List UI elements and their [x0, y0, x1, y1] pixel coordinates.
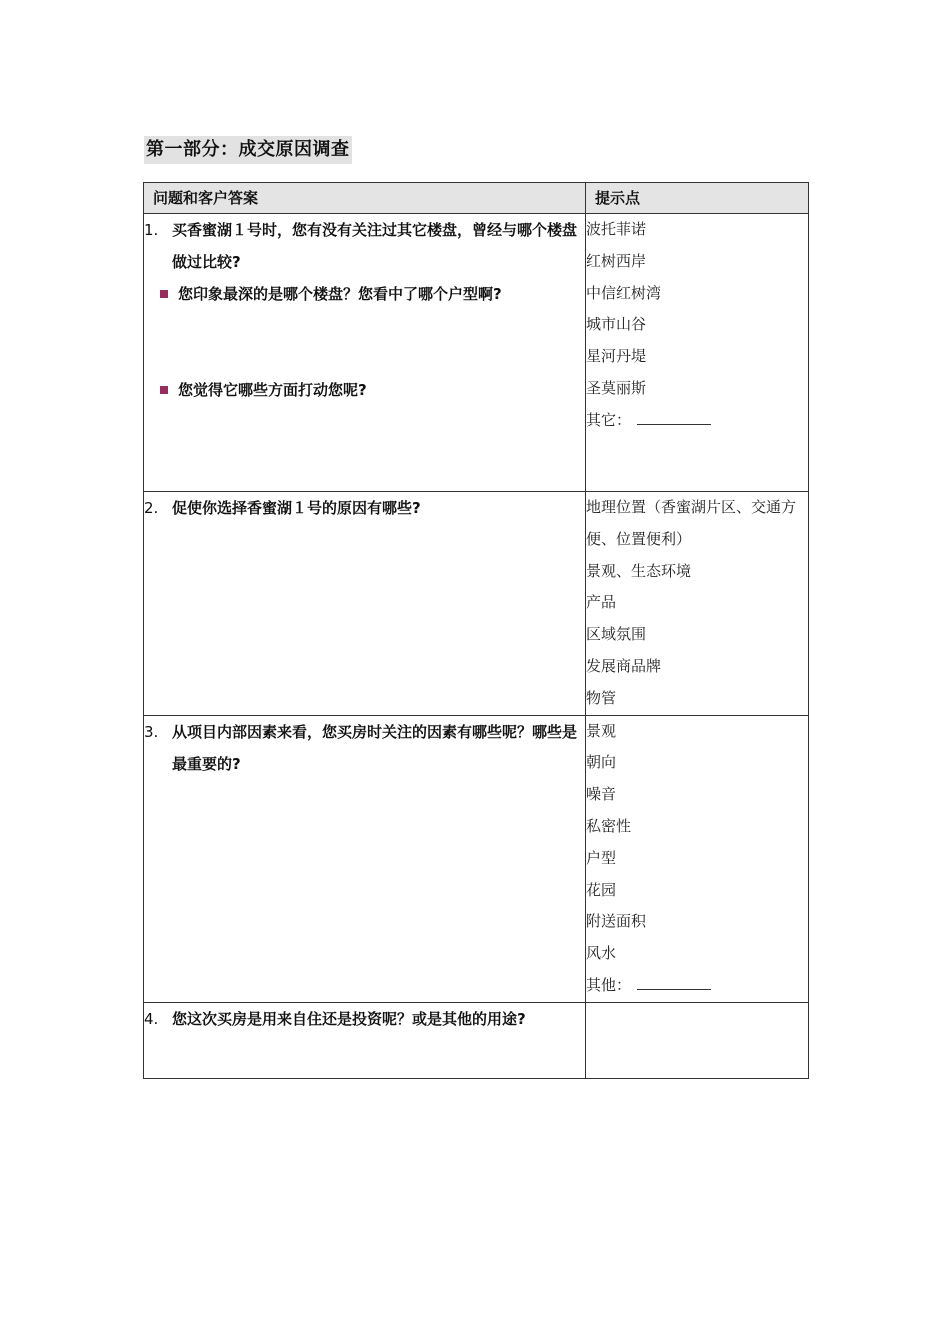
- hint-item: 私密性: [586, 816, 632, 835]
- fill-in-blank[interactable]: [637, 406, 711, 425]
- hint-item: 产品: [586, 593, 617, 612]
- hint-item: 户型: [586, 848, 617, 867]
- sub-question-text: 您印象最深的是哪个楼盘？您看中了哪个户型啊?: [178, 285, 502, 303]
- table-row: [144, 1002, 809, 1078]
- sub-question: [144, 278, 585, 310]
- hints-cell: [586, 715, 809, 1002]
- hint-item: 地理位置（香蜜湖片区、交通方便、位置便利）: [586, 498, 797, 548]
- question-cell: [144, 1002, 586, 1078]
- question-text: 促使你选择香蜜湖１号的原因有哪些?: [172, 499, 421, 517]
- question-text: 您这次买房是用来自住还是投资呢？或是其他的用途?: [172, 1009, 526, 1028]
- table-header-row: [144, 183, 809, 214]
- table-row: [144, 214, 809, 492]
- question-cell: [144, 214, 586, 492]
- hint-item: 红树西岸: [586, 251, 647, 270]
- hint-item: 附送面积: [586, 912, 647, 931]
- hint-other: [586, 405, 808, 437]
- question: [144, 1003, 585, 1035]
- header-hints: 提示点: [586, 183, 809, 214]
- question-text: 买香蜜湖１号时，您有没有关注过其它楼盘，曾经与哪个楼盘做过比较?: [172, 221, 578, 271]
- hint-item: 中信红树湾: [586, 283, 662, 302]
- hint-item: 物管: [586, 688, 617, 707]
- section-title: 第一部分：成交原因调查: [144, 136, 352, 164]
- hints-cell: [586, 214, 809, 492]
- question-cell: [144, 492, 586, 716]
- hint-item: 景观、生态环境: [586, 561, 692, 580]
- question: [144, 716, 585, 780]
- table-row: [144, 715, 809, 1002]
- question-number: 4.: [144, 1009, 159, 1028]
- header-question: 问题和客户答案: [144, 183, 586, 214]
- sub-question: [144, 374, 585, 406]
- hint-item: 区域氛围: [586, 625, 647, 644]
- question-cell: [144, 715, 586, 1002]
- hint-item: 圣莫丽斯: [586, 378, 647, 397]
- hints-cell: [586, 1002, 809, 1078]
- question: [144, 492, 585, 524]
- survey-table: [143, 182, 809, 1079]
- question-number: 3.: [144, 722, 159, 741]
- other-label: 其他：: [586, 975, 632, 994]
- fill-in-blank[interactable]: [637, 971, 711, 990]
- hint-item: 噪音: [586, 785, 617, 804]
- other-label: 其它：: [586, 410, 632, 429]
- hints-cell: [586, 492, 809, 716]
- hint-item: 朝向: [586, 753, 617, 772]
- question-text: 从项目内部因素来看，您买房时关注的因素有哪些呢？哪些是最重要的?: [172, 722, 578, 773]
- sub-question-text: 您觉得它哪些方面打动您呢?: [178, 381, 367, 399]
- hint-item: 波托菲诺: [586, 220, 647, 238]
- question-number: 2.: [144, 499, 159, 517]
- question-number: 1.: [144, 221, 159, 239]
- hint-item: 星河丹堤: [586, 347, 647, 366]
- hint-item: 发展商品牌: [586, 656, 662, 675]
- question: [144, 214, 585, 278]
- hint-item: 风水: [586, 944, 617, 963]
- square-bullet-icon: [160, 290, 168, 298]
- hint-other: [586, 970, 808, 1002]
- table-row: [144, 492, 809, 716]
- hint-item: 景观: [586, 721, 617, 740]
- square-bullet-icon: [160, 386, 168, 394]
- hint-item: 城市山谷: [586, 315, 647, 334]
- hint-item: 花园: [586, 880, 617, 899]
